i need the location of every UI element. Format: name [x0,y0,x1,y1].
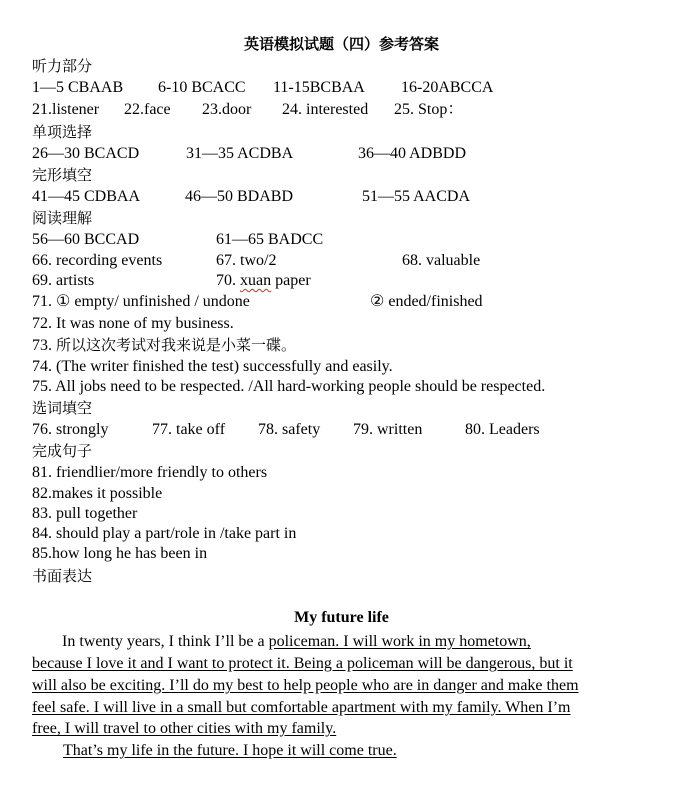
answer-item: 77. take off [152,421,226,438]
answer-item [216,271,311,291]
answer-item: 69. artists [32,272,95,289]
answer-group: 1—5 CBAAB [32,79,124,96]
answer-item: 22.face [124,101,171,118]
answer-line: 72. It was none of my business. [32,315,234,332]
answer-text: 所以这次考试对我来说是小菜一碟。 [56,336,297,354]
writing-heading: 书面表达 [32,567,93,585]
answer-item: 25. Stop： [394,101,464,118]
answer-item: 78. safety [258,421,321,438]
answer-line [32,335,296,356]
answer-item: 24. interested [282,101,369,118]
answer-number: 70. [216,272,240,289]
answer-item: 80. Leaders [465,421,540,438]
answer-line: 82.makes it possible [32,485,163,502]
single-choice-heading: 单项选择 [32,123,93,141]
answer-line: 74. (The writer finished the test) successfully and easily. [32,358,393,375]
answer-item: ② ended/finished [370,293,483,310]
answer-line: 83. pull together [32,505,138,522]
answer-item: 76. strongly [32,421,109,438]
sentences-heading: 完成句子 [32,442,93,460]
answer-line: 85.how long he has been in [32,545,208,562]
essay-text-underlined: policeman. I will work in my hometown, [268,633,531,650]
answer-group: 31—35 ACDBA [186,145,294,162]
answer-group: 56—60 BCCAD [32,231,140,248]
reading-heading: 阅读理解 [32,209,93,227]
spellcheck-word: xuan [240,272,272,289]
essay-line: That’s my life in the future. I hope it will come true. [63,742,397,759]
answer-group: 51—55 AACDA [362,188,471,205]
answer-item: 21.listener [32,101,100,118]
answer-group: 26—30 BCACD [32,145,140,162]
answer-group: 11-15BCBAA [273,79,365,96]
essay-title: My future life [294,609,389,626]
page-title: 英语模拟试题（四）参考答案 [243,35,439,53]
answer-line: 81. friendlier/more friendly to others [32,464,268,481]
answer-line: 75. All jobs need to be respected. /All hard-working people should be respected. [32,378,546,395]
answer-item: 67. two/2 [216,252,277,269]
answer-item: 66. recording events [32,252,163,269]
answer-group: 6-10 BCACC [158,79,246,96]
answer-group: 61—65 BADCC [216,231,324,248]
answer-text: paper [271,272,311,289]
answer-item: 79. written [353,421,423,438]
listening-heading: 听力部分 [32,57,93,75]
word-fill-heading: 选词填空 [32,399,93,417]
answer-item: 23.door [202,101,252,118]
answer-group: 36—40 ADBDD [358,145,467,162]
essay-line: free, I will travel to other cities with my family. [32,720,337,737]
answer-item: 68. valuable [402,252,481,269]
answer-group: 16-20ABCCA [401,79,494,96]
essay-line [62,632,531,652]
essay-line: will also be exciting. I’ll do my best to help people who are in danger and make them [32,677,579,694]
answer-number: 73. [32,337,56,354]
answer-group: 46—50 BDABD [185,188,294,205]
essay-line: because I love it and I want to protect it. Being a policeman will be dangerous, but it [32,655,573,672]
essay-text: In twenty years, I think I’ll be a [62,633,269,650]
essay-line: feel safe. I will live in a small but comfortable apartment with my family. When I’m [32,699,571,716]
answer-item: 71. ① empty/ unfinished / undone [32,293,250,310]
answer-group: 41—45 CDBAA [32,188,141,205]
answer-line: 84. should play a part/role in /take part in [32,525,297,542]
cloze-heading: 完形填空 [32,166,93,184]
